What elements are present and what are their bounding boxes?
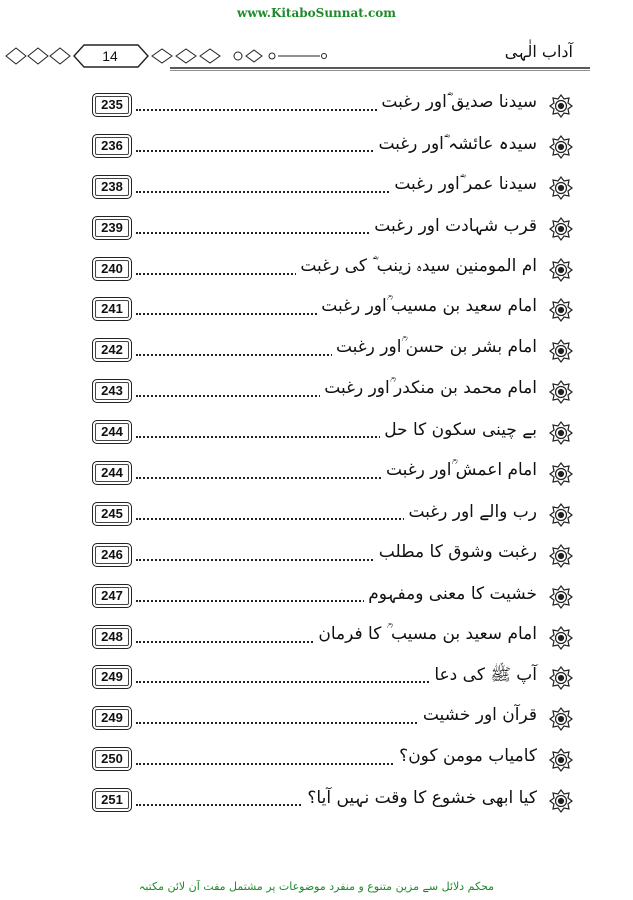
toc-entry[interactable] [0, 620, 633, 661]
toc-page-number: 250 [92, 747, 132, 771]
toc-page-number: 240 [92, 257, 132, 281]
toc-entry-title: امام محمد بن منکدر ؒاور رغبت [320, 378, 537, 398]
rosette-bullet-icon [549, 135, 573, 159]
toc-entry[interactable] [0, 292, 633, 333]
toc-entry-title: رب والے اور رغبت [404, 501, 537, 522]
toc-entry[interactable] [0, 211, 633, 252]
toc-entry-title: سیدنا عمر ؓاور رغبت [390, 174, 537, 194]
rosette-bullet-icon [549, 626, 573, 650]
table-of-contents [0, 88, 633, 824]
toc-entry-title: آپ ﷺ کی دعا [430, 664, 537, 689]
toc-page-number: 246 [92, 543, 132, 567]
toc-entry[interactable] [0, 456, 633, 497]
toc-page-number: 241 [92, 297, 132, 321]
toc-entry[interactable] [0, 415, 633, 456]
toc-entry[interactable] [0, 742, 633, 783]
rosette-bullet-icon [549, 503, 573, 527]
toc-page-number: 239 [92, 216, 132, 240]
toc-entry[interactable] [0, 170, 633, 211]
rosette-bullet-icon [549, 666, 573, 690]
toc-entry-title: کامیاب مومن کون؟ [395, 746, 537, 766]
toc-entry-title: امام سعید بن مسیب ؒاور رغبت [317, 296, 537, 316]
rosette-bullet-icon [549, 298, 573, 322]
rosette-bullet-icon [549, 217, 573, 241]
toc-page-number: 238 [92, 175, 132, 199]
toc-entry[interactable] [0, 783, 633, 824]
toc-entry[interactable] [0, 88, 633, 129]
toc-entry-title: امام بشر بن حسن ؒاور رغبت [332, 337, 537, 357]
page-header [0, 38, 633, 78]
toc-entry[interactable] [0, 374, 633, 415]
rosette-bullet-icon [549, 462, 573, 486]
rosette-bullet-icon [549, 94, 573, 118]
toc-page-number: 249 [92, 665, 132, 689]
toc-entry[interactable] [0, 497, 633, 538]
toc-page-number: 236 [92, 134, 132, 158]
toc-entry[interactable] [0, 660, 633, 701]
toc-entry-title: قرآن اور خشیت [419, 705, 537, 725]
toc-page-number: 248 [92, 625, 132, 649]
toc-page-number: 247 [92, 584, 132, 608]
toc-page-number: 244 [92, 420, 132, 444]
toc-page-number: 243 [92, 379, 132, 403]
toc-page-number: 244 [92, 461, 132, 485]
toc-page-number: 245 [92, 502, 132, 526]
toc-entry-title: امام سعید بن مسیب ؒ کا فرمان [314, 624, 537, 644]
toc-entry-title: ام المومنین سیدہ زینب ؓ کی رغبت [296, 256, 537, 276]
toc-page-number: 251 [92, 788, 132, 812]
site-url[interactable]: www.KitaboSunnat.com [236, 6, 396, 20]
toc-entry-title: قرب شہادت اور رغبت [370, 215, 537, 236]
toc-entry[interactable] [0, 333, 633, 374]
rosette-bullet-icon [549, 789, 573, 813]
rosette-bullet-icon [549, 544, 573, 568]
toc-entry[interactable] [0, 579, 633, 620]
rosette-bullet-icon [549, 707, 573, 731]
toc-entry-title: سیدنا صدیق ؓاور رغبت [377, 92, 537, 112]
toc-entry-title: خشیت کا معنی ومفہوم [364, 583, 537, 604]
toc-entry[interactable] [0, 252, 633, 293]
toc-entry-title: رغبت وشوق کا مطلب [375, 542, 537, 562]
toc-entry[interactable] [0, 538, 633, 579]
toc-entry[interactable] [0, 129, 633, 170]
toc-page-number: 242 [92, 338, 132, 362]
rosette-bullet-icon [549, 339, 573, 363]
rosette-bullet-icon [549, 258, 573, 282]
rosette-bullet-icon [549, 421, 573, 445]
rosette-bullet-icon [549, 748, 573, 772]
footer-tagline[interactable]: محکم دلائل سے مزین متنوع و منفرد موضوعات پر مشتمل مفت آن لائن مکتبہ [138, 880, 495, 893]
page-number: 14 [102, 48, 118, 64]
toc-page-number: 235 [92, 93, 132, 117]
toc-page-number: 249 [92, 706, 132, 730]
toc-entry-title: سیدہ عائشہ ؓاور رغبت [374, 133, 537, 154]
rosette-bullet-icon [549, 585, 573, 609]
book-title: آداب الٰہی [504, 42, 573, 61]
toc-entry-title: کیا ابھی خشوع کا وقت نہیں آیا؟ [303, 787, 537, 808]
toc-entry-title: بے چینی سکون کا حل [380, 419, 537, 440]
rosette-bullet-icon [549, 176, 573, 200]
toc-entry-title: امام اعمش ؒاور رغبت [382, 460, 537, 480]
rosette-bullet-icon [549, 380, 573, 404]
toc-entry[interactable] [0, 701, 633, 742]
